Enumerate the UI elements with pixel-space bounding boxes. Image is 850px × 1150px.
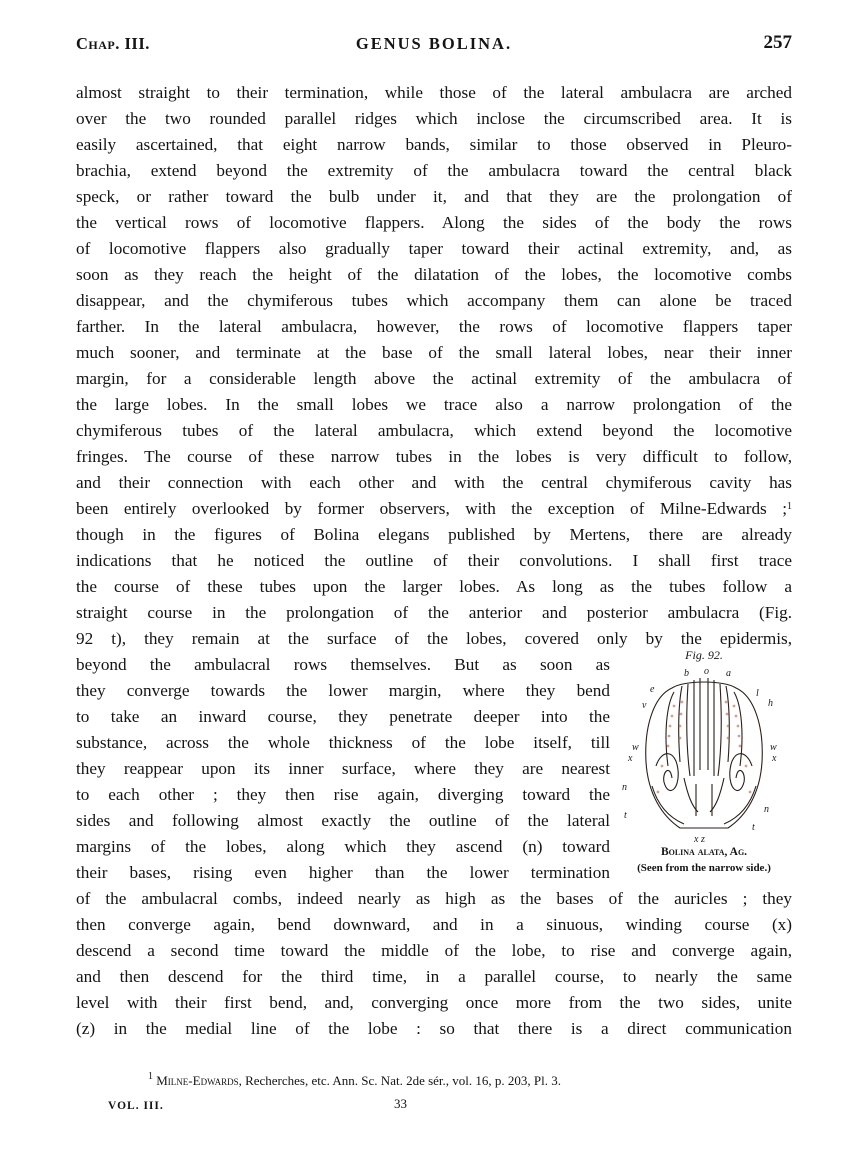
footnote-author: Milne-Edwards	[156, 1073, 239, 1088]
text-line: chymiferous tubes of the lateral ambulacra, which extend beyond the locomotive	[76, 421, 792, 440]
footnote-text: , Recherches, etc. Ann. Sc. Nat. 2de sér., vol. 16, p. 203, Pl. 3.	[238, 1073, 561, 1088]
text-line: speck, or rather toward the bulb under it, and that they are the prolongation of	[76, 187, 792, 206]
fig-letter-l: l	[756, 688, 759, 699]
text-line: straight course in the prolongation of the anterior and posterior ambulacra (Fig.	[76, 603, 792, 622]
text-line: of the ambulacral combs, indeed nearly as high as the bases of the auricles ; they	[76, 889, 792, 908]
text-line: their bases, rising even higher than the lower termination	[76, 863, 610, 882]
body-paragraph-bottom	[76, 886, 792, 1042]
text-line: descend a second time toward the middle of the lobe, to rise and converge again,	[76, 941, 792, 960]
auricle-right	[734, 692, 742, 766]
running-title: GENUS BOLINA.	[355, 34, 513, 53]
convoluted-tubes	[656, 754, 752, 791]
figure-92	[616, 644, 792, 884]
fig-letter-w-left: w	[632, 742, 639, 753]
signature-mark: 33	[394, 1096, 407, 1111]
text-line: margin, for a considerable length above the actinal extremity of the ambulacra of	[76, 369, 792, 388]
figure-caption-name: Bolina alata, Ag.	[660, 846, 748, 858]
footnote-reference[interactable]: 1	[787, 501, 792, 512]
text-line: level with their first bend, and, converging once more from the two sides, unite	[76, 993, 792, 1012]
fig-letter-n-right: n	[764, 804, 769, 815]
text-line: beyond the ambulacral rows themselves. But as soon as	[76, 655, 610, 674]
text-line: brachia, extend beyond the extremity of the ambulacra toward the central black	[76, 161, 792, 180]
chapter-label: Chap. III.	[76, 34, 150, 53]
text-line: sides and following almost exactly the outline of the lateral	[76, 811, 610, 830]
fig-letter-a: a	[726, 668, 731, 679]
fig-letter-h: h	[768, 698, 773, 709]
fig-letter-x-left: x	[628, 753, 633, 764]
text-line: of locomotive flappers also gradually taper toward their actinal extremity, and, as	[76, 239, 792, 258]
text-line: soon as they reach the height of the dilatation of the lobes, the locomotive combs	[76, 265, 792, 284]
text-line: substance, across the whole thickness of the lobe itself, till	[76, 733, 610, 752]
body-text	[76, 80, 792, 1042]
fig-letter-w-right: w	[770, 742, 777, 753]
fig-letter-v: v	[642, 700, 647, 711]
footnote	[148, 1073, 768, 1089]
fig-letter-t-right: t	[752, 822, 755, 833]
text-line: been entirely overlooked by former observers, with the exception of Milne-Edwards ;$^1$	[76, 499, 792, 518]
volume-label: VOL. III.	[108, 1100, 164, 1112]
figure-caption-note: (Seen from the narrow side.)	[637, 862, 771, 874]
central-column	[694, 678, 714, 776]
fig-letter-t-left: t	[624, 810, 627, 821]
page-number: 257	[763, 32, 792, 53]
text-line: much sooner, and terminate at the base of the small lateral lobes, near their inner	[76, 343, 792, 362]
text-line: to take an inward course, they penetrate deeper into the	[76, 707, 610, 726]
text-line: the large lobes. In the small lobes we trace also a narrow prolongation of the	[76, 395, 792, 414]
text-line: the course of these tubes upon the larger lobes. As long as the tubes follow a	[76, 577, 792, 596]
text-line: though in the figures of Bolina elegans published by Mertens, there are already	[76, 525, 792, 544]
text-line: fringes. The course of these narrow tubes in the lobes is very difficult to follow,	[76, 447, 792, 466]
text-line: easily ascertained, that eight narrow bands, similar to those observed in Pleuro-	[76, 135, 792, 154]
auricle-left	[666, 692, 674, 766]
fig-letter-n-left: n	[622, 782, 627, 793]
text-line: over the two rounded parallel ridges which inclose the circumscribed area. It is	[76, 109, 792, 128]
text-line: and then descend for the third time, in a parallel course, to nearly the same	[76, 967, 792, 986]
fig-letter-x-right: x	[772, 753, 777, 764]
text-line: margins of the lobes, along which they ascend (n) toward	[76, 837, 610, 856]
text-line: 92 t), they remain at the surface of the lobes, covered only by the epidermis,	[76, 629, 792, 648]
fig-letter-xz: x z	[694, 834, 705, 845]
figure-label: Fig. 92.	[685, 648, 723, 662]
text-line: indications that he noticed the outline of their convolutions. I shall first trace	[76, 551, 792, 570]
bolina-alata-illustration	[622, 666, 786, 846]
text-line: (z) in the medial line of the lobe : so that there is a direct communication	[76, 1019, 792, 1038]
fig-letter-o: o	[704, 666, 709, 677]
text-line: they converge towards the lower margin, where they bend	[76, 681, 610, 700]
body-paragraph-top	[76, 80, 792, 652]
fig-letter-b: b	[684, 668, 689, 679]
running-header	[76, 34, 792, 58]
text-line: and their connection with each other and with the central chymiferous cavity has	[76, 473, 792, 492]
footnote-marker: 1	[148, 1071, 153, 1082]
text-line: the vertical rows of locomotive flappers. Along the sides of the body the rows	[76, 213, 792, 232]
text-line: disappear, and the chymiferous tubes which accompany them can alone be traced	[76, 291, 792, 310]
text-line: they reappear upon its inner surface, where they are nearest	[76, 759, 610, 778]
text-line: then converge again, bend downward, and in a sinuous, winding course (x)	[76, 915, 792, 934]
text-line: to each other ; they then rise again, diverging toward the	[76, 785, 610, 804]
text-line: farther. In the lateral ambulacra, however, the rows of locomotive flappers taper	[76, 317, 792, 336]
text-line: almost straight to their termination, while those of the lateral ambulacra are arched	[76, 83, 792, 102]
fig-letter-e: e	[650, 684, 655, 695]
